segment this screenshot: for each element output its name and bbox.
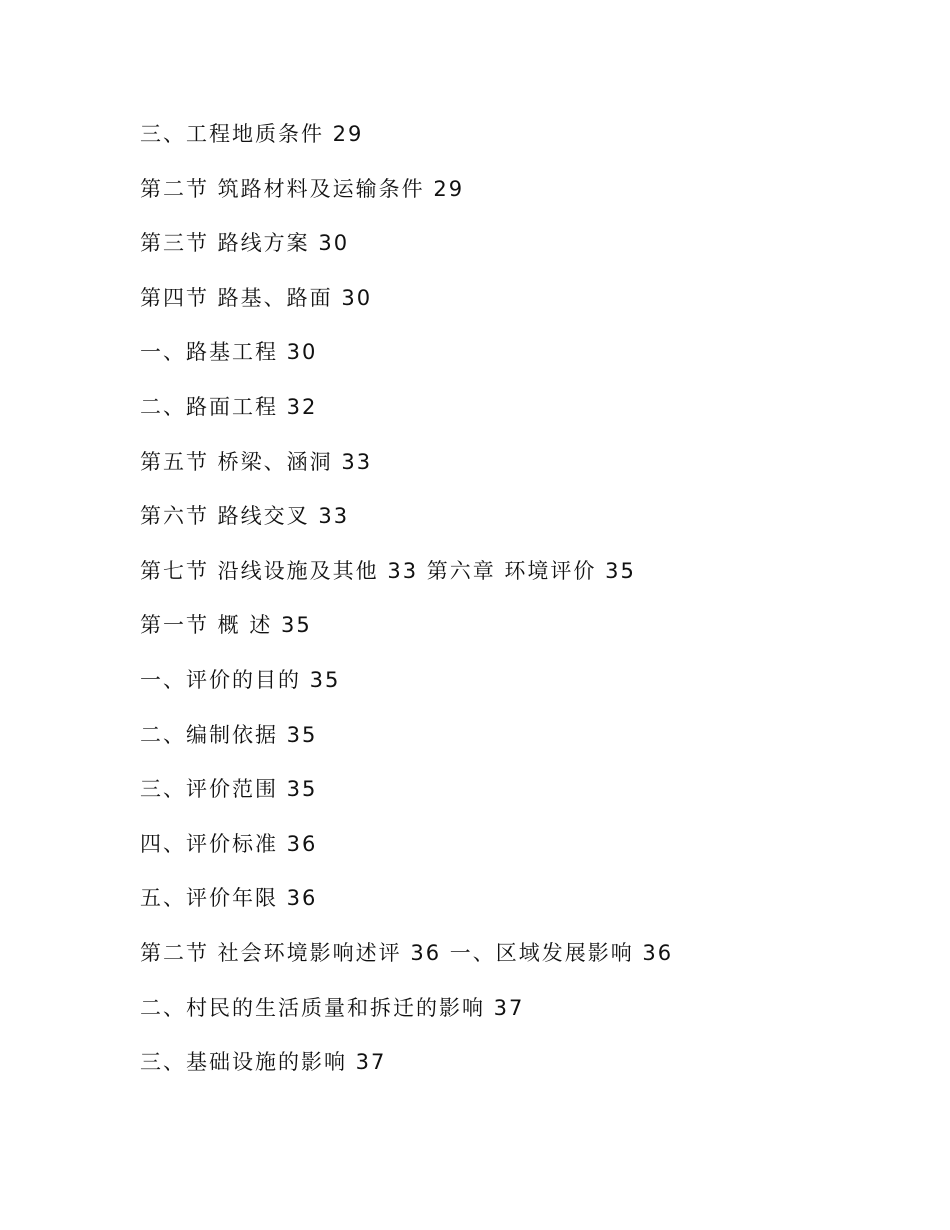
toc-entry: 一、路基工程 30 [140,340,318,365]
toc-entry: 第一节 概 述 35 [140,613,312,638]
toc-entry: 第三节 路线方案 30 [140,231,350,256]
toc-entry: 一、评价的目的 35 [140,667,341,692]
toc-entry: 第四节 路基、路面 30 [140,285,373,310]
table-of-contents [140,116,920,1099]
toc-entry: 三、评价范围 35 [140,777,318,802]
toc-entry: 二、村民的生活质量和拆迁的影响 37 [140,995,525,1020]
toc-entry: 第六节 路线交叉 33 [140,504,350,529]
toc-entry: 第五节 桥梁、涵洞 33 [140,449,373,474]
toc-entry: 第二节 筑路材料及运输条件 29 [140,176,465,201]
toc-entry: 三、工程地质条件 29 [140,122,364,146]
toc-entry: 二、编制依据 35 [140,722,318,747]
toc-entry: 二、路面工程 32 [140,394,318,419]
toc-entry: 五、评价年限 36 [140,886,318,911]
toc-entry: 第七节 沿线设施及其他 33 第六章 环境评价 35 [140,558,636,583]
toc-entry: 四、评价标准 36 [140,831,318,856]
toc-entry: 三、基础设施的影响 37 [140,1050,387,1075]
toc-entry: 第二节 社会环境影响述评 36 一、区域发展影响 36 [140,940,674,965]
